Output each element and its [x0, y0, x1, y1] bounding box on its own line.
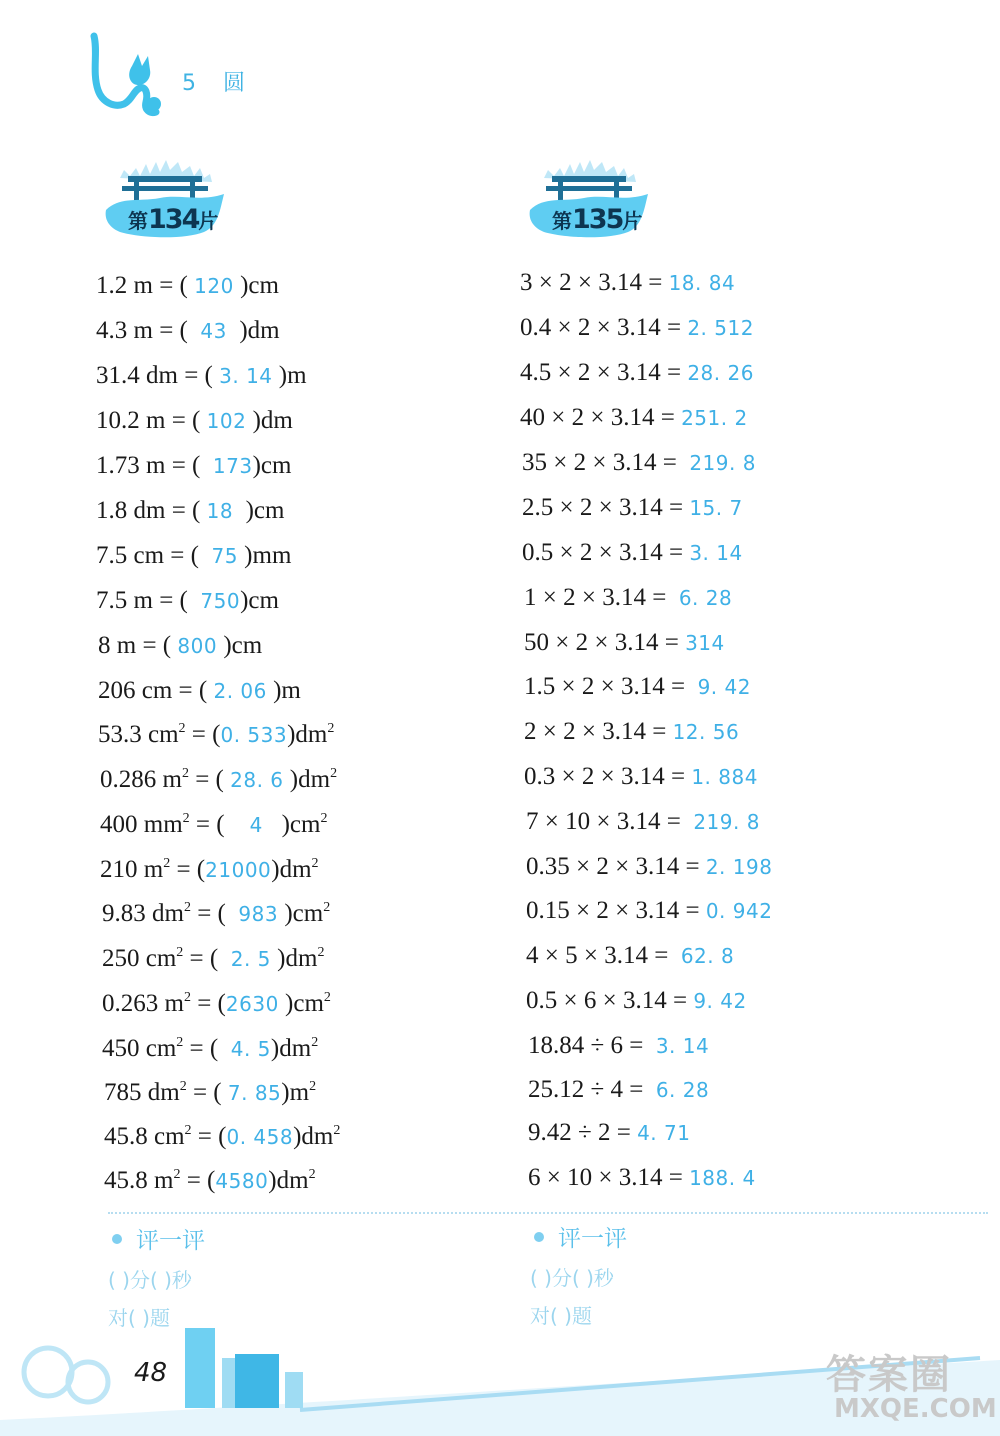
answer: 0. 533 — [220, 723, 288, 747]
answer: 219. 8 — [693, 810, 760, 834]
answer: 18. 84 — [668, 271, 736, 295]
watermark-logo: 答案圈 — [826, 1352, 952, 1398]
section-divider — [108, 1212, 988, 1214]
problem-row: 0.5 × 2 × 3.14 = 3. 14 — [522, 539, 743, 566]
answer: 9. 42 — [693, 989, 747, 1013]
answer: 750 — [200, 589, 241, 613]
answer: 2. 198 — [705, 855, 773, 879]
problem-row: 7 × 10 × 3.14 = 219. 8 — [526, 808, 760, 835]
problem-row: 53.3 $cm^2 = (0$. $533)dm^2$ — [98, 721, 335, 748]
problem-row: 250 $cm^2$ = ( 2. 5 )$dm^2$ — [102, 945, 325, 972]
answer: 15. 7 — [689, 496, 743, 520]
answer: 2630 — [225, 992, 279, 1016]
watermark-url: MXQE.COM — [834, 1394, 997, 1424]
problem-row: 450 $cm^2$ = ( 4. $5)dm^2$ — [102, 1035, 319, 1062]
problem-row: 45.8 $cm^2 = (0$. $458)dm^2$ — [104, 1123, 341, 1150]
grade-label: 5 圆 — [182, 71, 255, 96]
answer: 173 — [212, 454, 253, 478]
answer: 251. 2 — [681, 406, 748, 430]
banner-prefix: 第 — [552, 209, 572, 233]
problem-row: 8 m = ( 800 )cm — [98, 632, 263, 659]
answer: 6. 28 — [655, 1078, 710, 1102]
problem-row: 2 × 2 × 3.14 = 12. 56 — [524, 718, 740, 745]
correct-line-right: 对( )题 — [530, 1304, 592, 1328]
answer: 4 — [249, 813, 263, 837]
problem-row: 35 × 2 × 3.14 = 219. 8 — [522, 449, 756, 476]
problem-row: 0.4 × 2 × 3.14 = 2. 512 — [520, 314, 754, 341]
bullet-icon — [112, 1234, 122, 1244]
problem-row: 7.5 m = ( 750)cm — [96, 587, 279, 614]
problem-row: 0.286 $m^2$ = ( 28. 6 )$dm^2$ — [100, 766, 338, 793]
answer: 120 — [194, 274, 234, 298]
answer: 21000 — [205, 858, 272, 882]
answer: 983 — [238, 902, 279, 926]
answer: 3. 14 — [689, 541, 743, 565]
answer: 6. 28 — [678, 586, 733, 610]
problem-row: 0.3 × 2 × 3.14 = 1. 884 — [524, 763, 758, 790]
problem-row: 50 × 2 × 3.14 = 314 — [524, 629, 725, 656]
problem-row: 10.2 m = ( 102 )dm — [96, 407, 293, 434]
problem-row: 2.5 × 2 × 3.14 = 15. 7 — [522, 494, 743, 521]
answer: 2. 06 — [213, 679, 267, 703]
time-line-right: ( )分( )秒 — [530, 1266, 614, 1290]
problem-row: 1.5 × 2 × 3.14 = 9. 42 — [524, 673, 751, 700]
banner-number: 135 — [572, 204, 623, 235]
answer: 4. 71 — [637, 1121, 691, 1145]
answer: 0. 942 — [705, 899, 773, 923]
problem-row: 0.263 $m^2 = (2630$ )$cm^2$ — [102, 990, 331, 1017]
cat-illustration — [88, 32, 168, 122]
problem-row: 1.8 dm = ( 18 )cm — [96, 497, 285, 524]
answer: 314 — [685, 631, 725, 655]
answer: 28. 6 — [230, 768, 284, 792]
problem-row: 4 × 5 × 3.14 = 62. 8 — [526, 942, 735, 969]
answer: 4. 5 — [230, 1037, 271, 1061]
answer: 43 — [200, 319, 227, 343]
answer: 12. 56 — [672, 720, 740, 744]
problem-row: 3 × 2 × 3.14 = 18. 84 — [520, 269, 736, 296]
time-line-left: ( )分( )秒 — [108, 1268, 192, 1292]
problem-row: 0.35 × 2 × 3.14 = 2. 198 — [526, 853, 773, 880]
problem-row: 7.5 cm = ( 75 )mm — [96, 542, 292, 569]
problem-row: 210 $m^2 = (21000)dm^2$ — [100, 856, 319, 883]
problem-row: 1.73 m = ( 173)cm — [96, 452, 292, 479]
answer: 9. 42 — [697, 675, 751, 699]
correct-line-left: 对( )题 — [108, 1306, 170, 1330]
problem-row: 4.3 m = ( 43 )dm — [96, 317, 280, 344]
section-banner-134 — [100, 140, 230, 240]
problem-row: 206 cm = ( 2. 06 )m — [98, 677, 301, 704]
answer: 219. 8 — [689, 451, 756, 475]
problem-row: 25.12 ÷ 4 = 6. 28 — [528, 1076, 710, 1103]
answer: 28. 26 — [687, 361, 754, 385]
problem-row: 31.4 dm = ( 3. 14 )m — [96, 362, 307, 389]
answer: 2. 5 — [230, 947, 271, 971]
problem-row: 6 × 10 × 3.14 = 188. 4 — [528, 1164, 756, 1191]
problem-row: 1 × 2 × 3.14 = 6. 28 — [524, 584, 733, 611]
answer: 3. 14 — [655, 1034, 710, 1058]
section-banner-135 — [524, 140, 654, 240]
banner-number: 134 — [148, 204, 199, 235]
answer: 7. 85 — [227, 1081, 282, 1105]
page-number: 48 — [134, 1358, 168, 1388]
answer: 18 — [206, 499, 234, 523]
answer: 188. 4 — [689, 1166, 756, 1190]
banner-suffix: 片 — [198, 209, 219, 233]
problem-row: 400 $mm^2$ = ( 4 )$cm^2$ — [100, 811, 328, 838]
problem-row: 9.83 $dm^2$ = ( 983 )$cm^2$ — [102, 900, 331, 927]
answer: 75 — [211, 544, 238, 568]
banner-suffix: 片 — [622, 209, 643, 233]
answer: 2. 512 — [687, 316, 754, 340]
problem-row: 785 $dm^2$ = ( 7. $85)m^2$ — [104, 1079, 317, 1106]
bullet-icon — [534, 1232, 544, 1242]
answer: 0. 458 — [226, 1125, 294, 1149]
answer: 3. 14 — [219, 364, 273, 388]
answer: 62. 8 — [680, 944, 735, 968]
answer: 800 — [177, 634, 218, 658]
evaluation-title-left: 评一评 — [112, 1222, 205, 1255]
answer: 4580 — [215, 1169, 269, 1193]
problem-row: 9.42 ÷ 2 = 4. 71 — [528, 1119, 691, 1146]
problem-row: 40 × 2 × 3.14 = 251. 2 — [520, 404, 748, 431]
banner-prefix: 第 — [128, 209, 148, 233]
problem-row: 45.8 $m^2 = (4580)dm^2$ — [104, 1167, 316, 1194]
problem-row: 0.15 × 2 × 3.14 = 0. 942 — [526, 897, 773, 924]
problem-row: 4.5 × 2 × 3.14 = 28. 26 — [520, 359, 754, 386]
problem-row: 1.2 m = ( 120 )cm — [96, 272, 279, 299]
evaluation-title-right: 评一评 — [534, 1220, 627, 1253]
problem-row: 18.84 ÷ 6 = 3. 14 — [528, 1032, 710, 1059]
problem-row: 0.5 × 6 × 3.14 = 9. 42 — [526, 987, 747, 1014]
answer: 102 — [206, 409, 247, 433]
answer: 1. 884 — [691, 765, 758, 789]
